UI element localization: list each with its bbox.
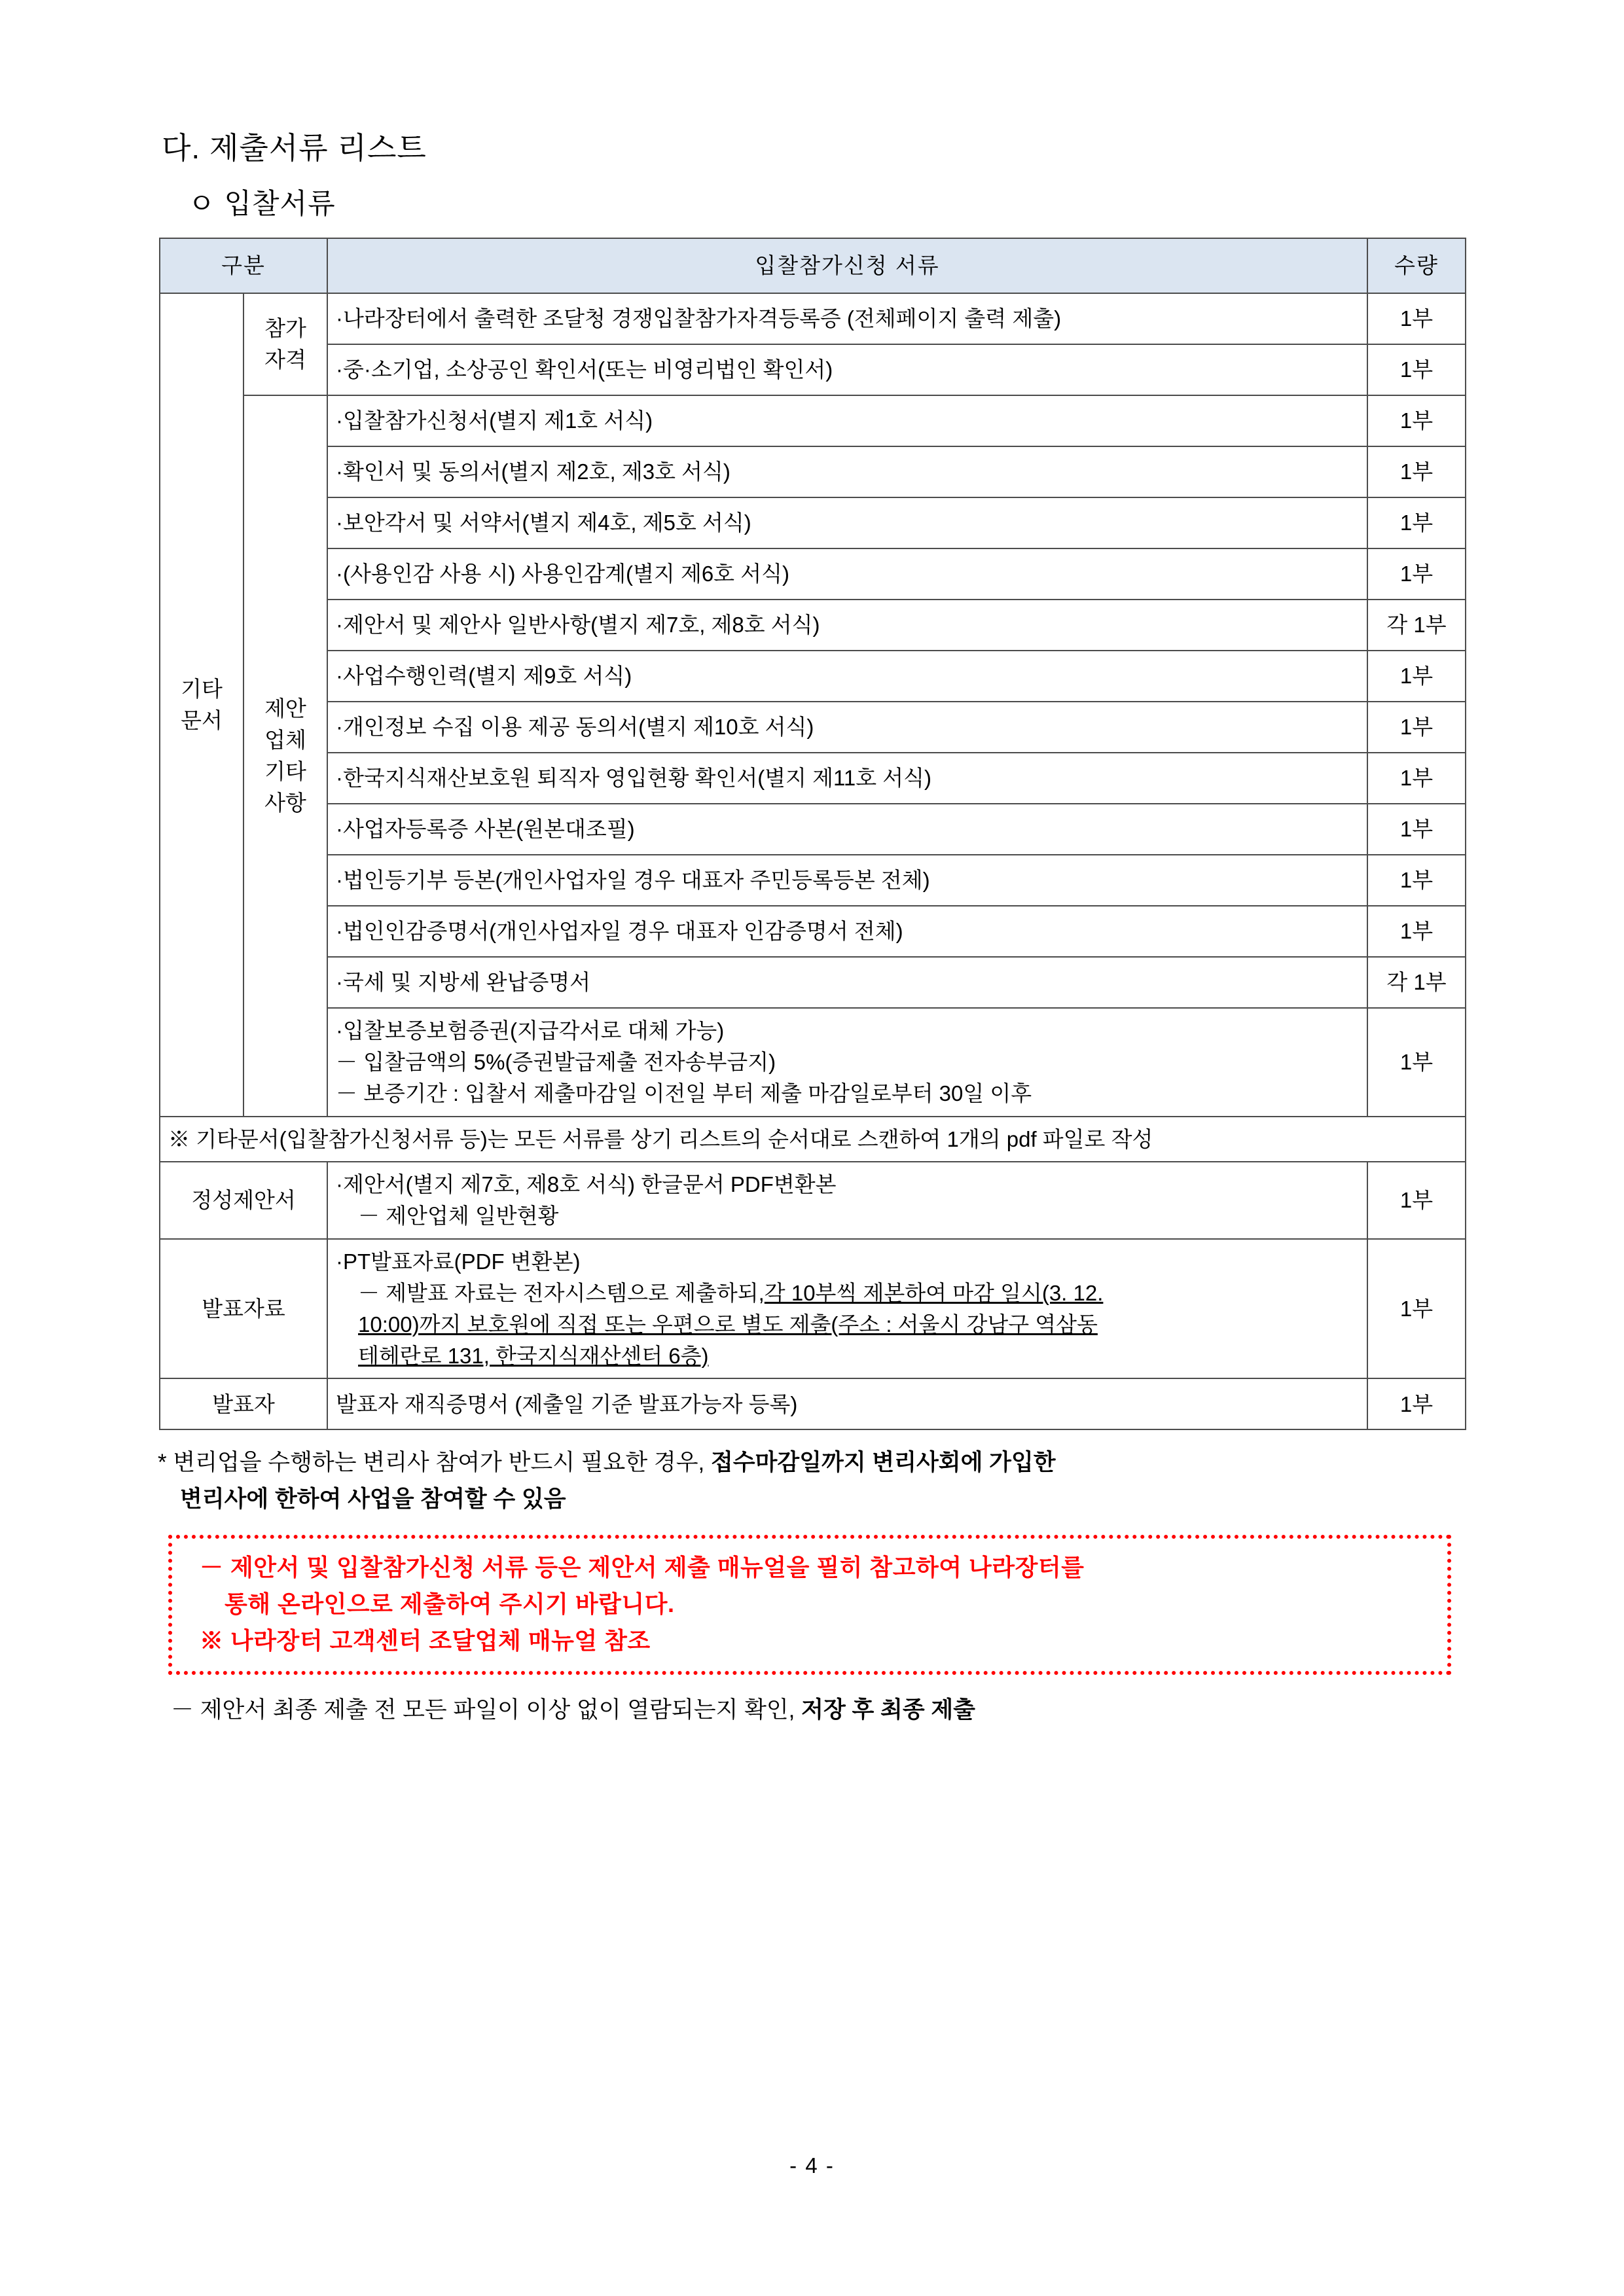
document-item: ·제안서 및 제안사 일반사항(별지 제7호, 제8호 서식) bbox=[327, 600, 1367, 651]
final-note-text: － 제안서 최종 제출 전 모든 파일이 이상 없이 열람되는지 확인, bbox=[171, 1696, 802, 1723]
guarantee-quantity: 1부 bbox=[1367, 1008, 1466, 1117]
footnote-prefix: * 변리업을 수행하는 변리사 참여가 반드시 필요한 경우, bbox=[158, 1450, 711, 1476]
document-quantity: 각 1부 bbox=[1367, 600, 1466, 651]
column-header-category: 구분 bbox=[160, 238, 327, 293]
table-row bbox=[160, 293, 1466, 344]
guarantee-item bbox=[327, 1008, 1367, 1117]
scan-note: ※ 기타문서(입찰참가신청서류 등)는 모든 서류를 상기 리스트의 순서대로 스캔하여 1개의 pdf 파일로 작성 bbox=[160, 1117, 1466, 1162]
column-header-quantity: 수량 bbox=[1367, 238, 1466, 293]
document-quantity: 1부 bbox=[1367, 651, 1466, 702]
pt-items bbox=[327, 1239, 1367, 1378]
presenter-quantity: 1부 bbox=[1367, 1378, 1466, 1429]
pt-line-1: ·PT발표자료(PDF 변환본) bbox=[336, 1249, 581, 1274]
group-label-etc-documents: 기타 문서 bbox=[160, 293, 244, 1117]
presenter-item: 발표자 재직증명서 (제출일 기준 발표가능자 등록) bbox=[327, 1378, 1367, 1429]
page-number: - 4 - bbox=[789, 2153, 835, 2178]
document-quantity: 1부 bbox=[1367, 906, 1466, 957]
document-quantity: 1부 bbox=[1367, 395, 1466, 446]
document-item: ·중·소기업, 소상공인 확인서(또는 비영리법인 확인서) bbox=[327, 344, 1367, 395]
table-row bbox=[160, 395, 1466, 446]
document-item: ·국세 및 지방세 완납증명서 bbox=[327, 957, 1367, 1008]
document-item: ·(사용인감 사용 시) 사용인감계(별지 제6호 서식) bbox=[327, 548, 1367, 600]
footnote bbox=[158, 1444, 1493, 1518]
table-row bbox=[160, 446, 1466, 497]
section-label-proposal: 정성제안서 bbox=[160, 1162, 327, 1239]
document-quantity: 1부 bbox=[1367, 446, 1466, 497]
pt-line-3: 10:00)까지 보호원에 직접 또는 우편으로 별도 제출(주소 : 서울시 강남구 역삼동 bbox=[358, 1312, 1098, 1336]
table-row-pt bbox=[160, 1239, 1466, 1378]
alert-line-3: ※ 나라장터 고객센터 조달업체 매뉴얼 참조 bbox=[200, 1627, 651, 1655]
submission-documents-table bbox=[159, 238, 1466, 1430]
document-quantity: 1부 bbox=[1367, 753, 1466, 804]
guarantee-line-2: － 입찰금액의 5%(증권발급제출 전자송부금지) bbox=[336, 1049, 776, 1074]
alert-box bbox=[168, 1535, 1451, 1674]
document-quantity: 1부 bbox=[1367, 855, 1466, 906]
pt-line-2 bbox=[336, 1278, 1359, 1309]
guarantee-line-3: － 보증기간 : 입찰서 제출마감일 이전일 부터 제출 마감일로부터 30일 이후 bbox=[336, 1081, 1032, 1105]
alert-line-1: － 제안서 및 입찰참가신청 서류 등은 제안서 제출 매뉴얼을 필히 참고하여 나라장터를 bbox=[200, 1554, 1085, 1581]
alert-line-2: 통해 온라인으로 제출하여 주시기 바랍니다. bbox=[225, 1590, 675, 1618]
table-header-row bbox=[160, 238, 1466, 293]
document-item: ·사업자등록증 사본(원본대조필) bbox=[327, 804, 1367, 855]
document-quantity: 1부 bbox=[1367, 344, 1466, 395]
proposal-line-2: － 제안업체 일반현황 bbox=[358, 1204, 559, 1229]
table-row bbox=[160, 855, 1466, 906]
pt-quantity: 1부 bbox=[1367, 1239, 1466, 1378]
document-item: ·개인정보 수집 이용 제공 동의서(별지 제10호 서식) bbox=[327, 702, 1367, 753]
table-row bbox=[160, 753, 1466, 804]
section-label-pt: 발표자료 bbox=[160, 1239, 327, 1378]
document-item: ·법인등기부 등본(개인사업자일 경우 대표자 주민등록등본 전체) bbox=[327, 855, 1367, 906]
footnote-bold-1: 접수마감일까지 변리사회에 가입한 bbox=[710, 1450, 1056, 1476]
final-note bbox=[171, 1692, 1493, 1725]
table-row-guarantee bbox=[160, 1008, 1466, 1117]
final-note-bold: 저장 후 최종 제출 bbox=[801, 1696, 975, 1723]
table-row bbox=[160, 906, 1466, 957]
pt-line-2-b: 각 10부씩 제본하여 마감 일시(3. 12. bbox=[764, 1280, 1104, 1305]
document-item: ·한국지식재산보호원 퇴직자 영입현황 확인서(별지 제11호 서식) bbox=[327, 753, 1367, 804]
section-label-presenter: 발표자 bbox=[160, 1378, 327, 1429]
document-quantity: 1부 bbox=[1367, 293, 1466, 344]
table-row-presenter bbox=[160, 1378, 1466, 1429]
page-heading-1: 다. 제출서류 리스트 bbox=[162, 131, 427, 165]
document-quantity: 1부 bbox=[1367, 497, 1466, 548]
document-item: ·나라장터에서 출력한 조달청 경쟁입찰참가자격등록증 (전체페이지 출력 제출) bbox=[327, 293, 1367, 344]
group-label-proposer-etc: 제안 업체 기타 사항 bbox=[244, 395, 327, 1117]
proposal-line-1: ·제안서(별지 제7호, 제8호 서식) 한글문서 PDF변환본 bbox=[336, 1172, 837, 1197]
table-row bbox=[160, 702, 1466, 753]
document-item: ·확인서 및 동의서(별지 제2호, 제3호 서식) bbox=[327, 446, 1367, 497]
table-row bbox=[160, 600, 1466, 651]
document-item: ·보안각서 및 서약서(별지 제4호, 제5호 서식) bbox=[327, 497, 1367, 548]
table-note-row bbox=[160, 1117, 1466, 1162]
column-header-documents: 입찰참가신청 서류 bbox=[327, 238, 1367, 293]
document-quantity: 1부 bbox=[1367, 804, 1466, 855]
document-quantity: 1부 bbox=[1367, 702, 1466, 753]
proposal-items bbox=[327, 1162, 1367, 1239]
table-row-proposal bbox=[160, 1162, 1466, 1239]
document-item: ·사업수행인력(별지 제9호 서식) bbox=[327, 651, 1367, 702]
table-row bbox=[160, 344, 1466, 395]
document-quantity: 1부 bbox=[1367, 548, 1466, 600]
pt-line-4: 테헤란로 131, 한국지식재산센터 6층) bbox=[358, 1343, 709, 1368]
table-row bbox=[160, 651, 1466, 702]
document-quantity: 각 1부 bbox=[1367, 957, 1466, 1008]
page-heading-2: ㅇ 입찰서류 bbox=[188, 188, 336, 220]
group-label-qualification: 참가 자격 bbox=[244, 293, 327, 395]
guarantee-line-1: ·입찰보증보험증권(지급각서로 대체 가능) bbox=[336, 1018, 725, 1043]
document-item: ·입찰참가신청서(별지 제1호 서식) bbox=[327, 395, 1367, 446]
footnote-bold-2: 변리사에 한하여 사업을 참여할 수 있음 bbox=[180, 1486, 566, 1513]
pt-line-2-a: － 제발표 자료는 전자시스템으로 제출하되, bbox=[358, 1280, 765, 1305]
table-row bbox=[160, 497, 1466, 548]
table-row bbox=[160, 548, 1466, 600]
document-item: ·법인인감증명서(개인사업자일 경우 대표자 인감증명서 전체) bbox=[327, 906, 1367, 957]
proposal-quantity: 1부 bbox=[1367, 1162, 1466, 1239]
table-row bbox=[160, 957, 1466, 1008]
table-row bbox=[160, 804, 1466, 855]
